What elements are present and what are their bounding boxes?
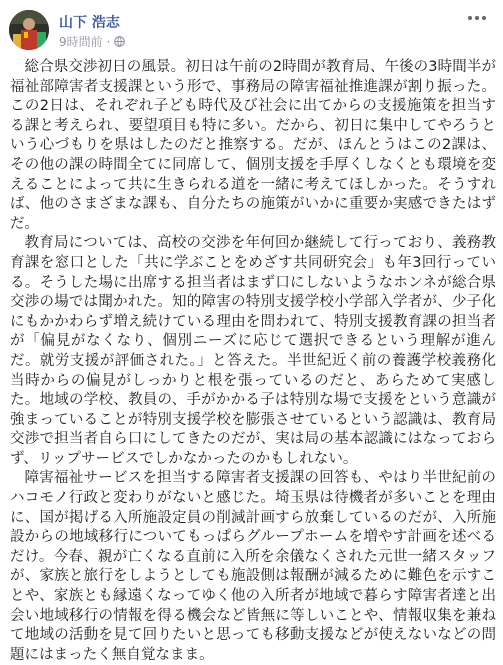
post-paragraph: 障害福祉サービスを担当する障害者支援課の回答も、やはり半世紀前のハコモノ行政と変わりがないと感じた。埼玉県は待機者が多いことを理由に、国が掲げる入所施設定員の削減計画すら放棄しているのだが、入所施設からの地域移行についてもっぱらグループホームを増やす計画を述べるだけ。今春、親が亡くなる直前に入所を余儀なくされた元世一緒スタッフが、家族と旅行をしようとしても施設側は報酬が減るために難色を示すことや、家族とも縁遠くなってゆく他の入所者が地域で暮らす障害者達と出会い地域移行の情報を得る機会など皆無に等しいことや、情報収集を兼ねて地域の活動を見て回りたいと思っても移動支援などが使えないなどの問題にはまったく無自覚なまま。	[10, 470, 496, 663]
avatar-photo	[9, 10, 49, 50]
post-body	[10, 58, 496, 665]
post-header	[0, 0, 503, 54]
post-paragraph: 教育局については、高校の交渉を年何回か継続して行っており、義務教育課を窓口とした「共に学ぶことをめざす共同研究会」も年3回行っている。そうした場に出席する担当者はまず口にしないようなホンネが総合県交渉の場では聞かれた。知的障害の特別支援学校小学部入学者が、少子化にもかかわらず増え続けている理由を問われて、特別支援教育課の担当者が「偏見がなくなり、個別ニーズに応じて選択できるという理解が進んだ。就労支援が評価された。」と答えた。半世紀近く前の養護学校義務化当時からの偏見がしっかりと根を張っているのだと、あらためて実感した。地域の学校、教員の、手がかかる子は特別な場で支援をという意識が強まっていることが特別支援学校を膨張させているという認識は、教育局交渉で担当者自ら口にしてきたのだが、実は局の基本認識にはなっておらず、リップサービスでしかなかったのかもしれない。	[10, 235, 496, 467]
post-meta	[59, 33, 125, 50]
more-options-icon[interactable]	[465, 10, 489, 26]
meta-separator: ·	[106, 34, 111, 49]
globe-icon[interactable]	[114, 36, 125, 47]
post-timestamp[interactable]: 9時間前	[59, 35, 103, 49]
author-name[interactable]: 山下 浩志	[59, 15, 120, 31]
post-paragraph: 総合県交渉初日の風景。初日は午前の2時間が教育局、午後の3時間半が福祉部障害者支援課という形で、事務局の障害福祉推進課が割り振った。この2日は、それぞれ子ども時代及び社会に出てからの支援施策を担当する課と考えられ、要望項目も特に多い。だから、初日に集中してやろうという心づもりを県はしたのだと推察する。だが、ほんとうはこの2課は、その他の課の時間全てに同席して、個別支援を手厚くしなくとも環境を変えることによって共に生きられる道を一緒に考えてほしかった。そうすれば、他のさまざまな課も、自分たちの施策がいかに重要か実感できたはずだ。	[10, 59, 496, 232]
more-dot	[468, 16, 472, 20]
author-avatar[interactable]	[9, 10, 49, 50]
more-dot	[482, 16, 486, 20]
more-dot	[475, 16, 479, 20]
